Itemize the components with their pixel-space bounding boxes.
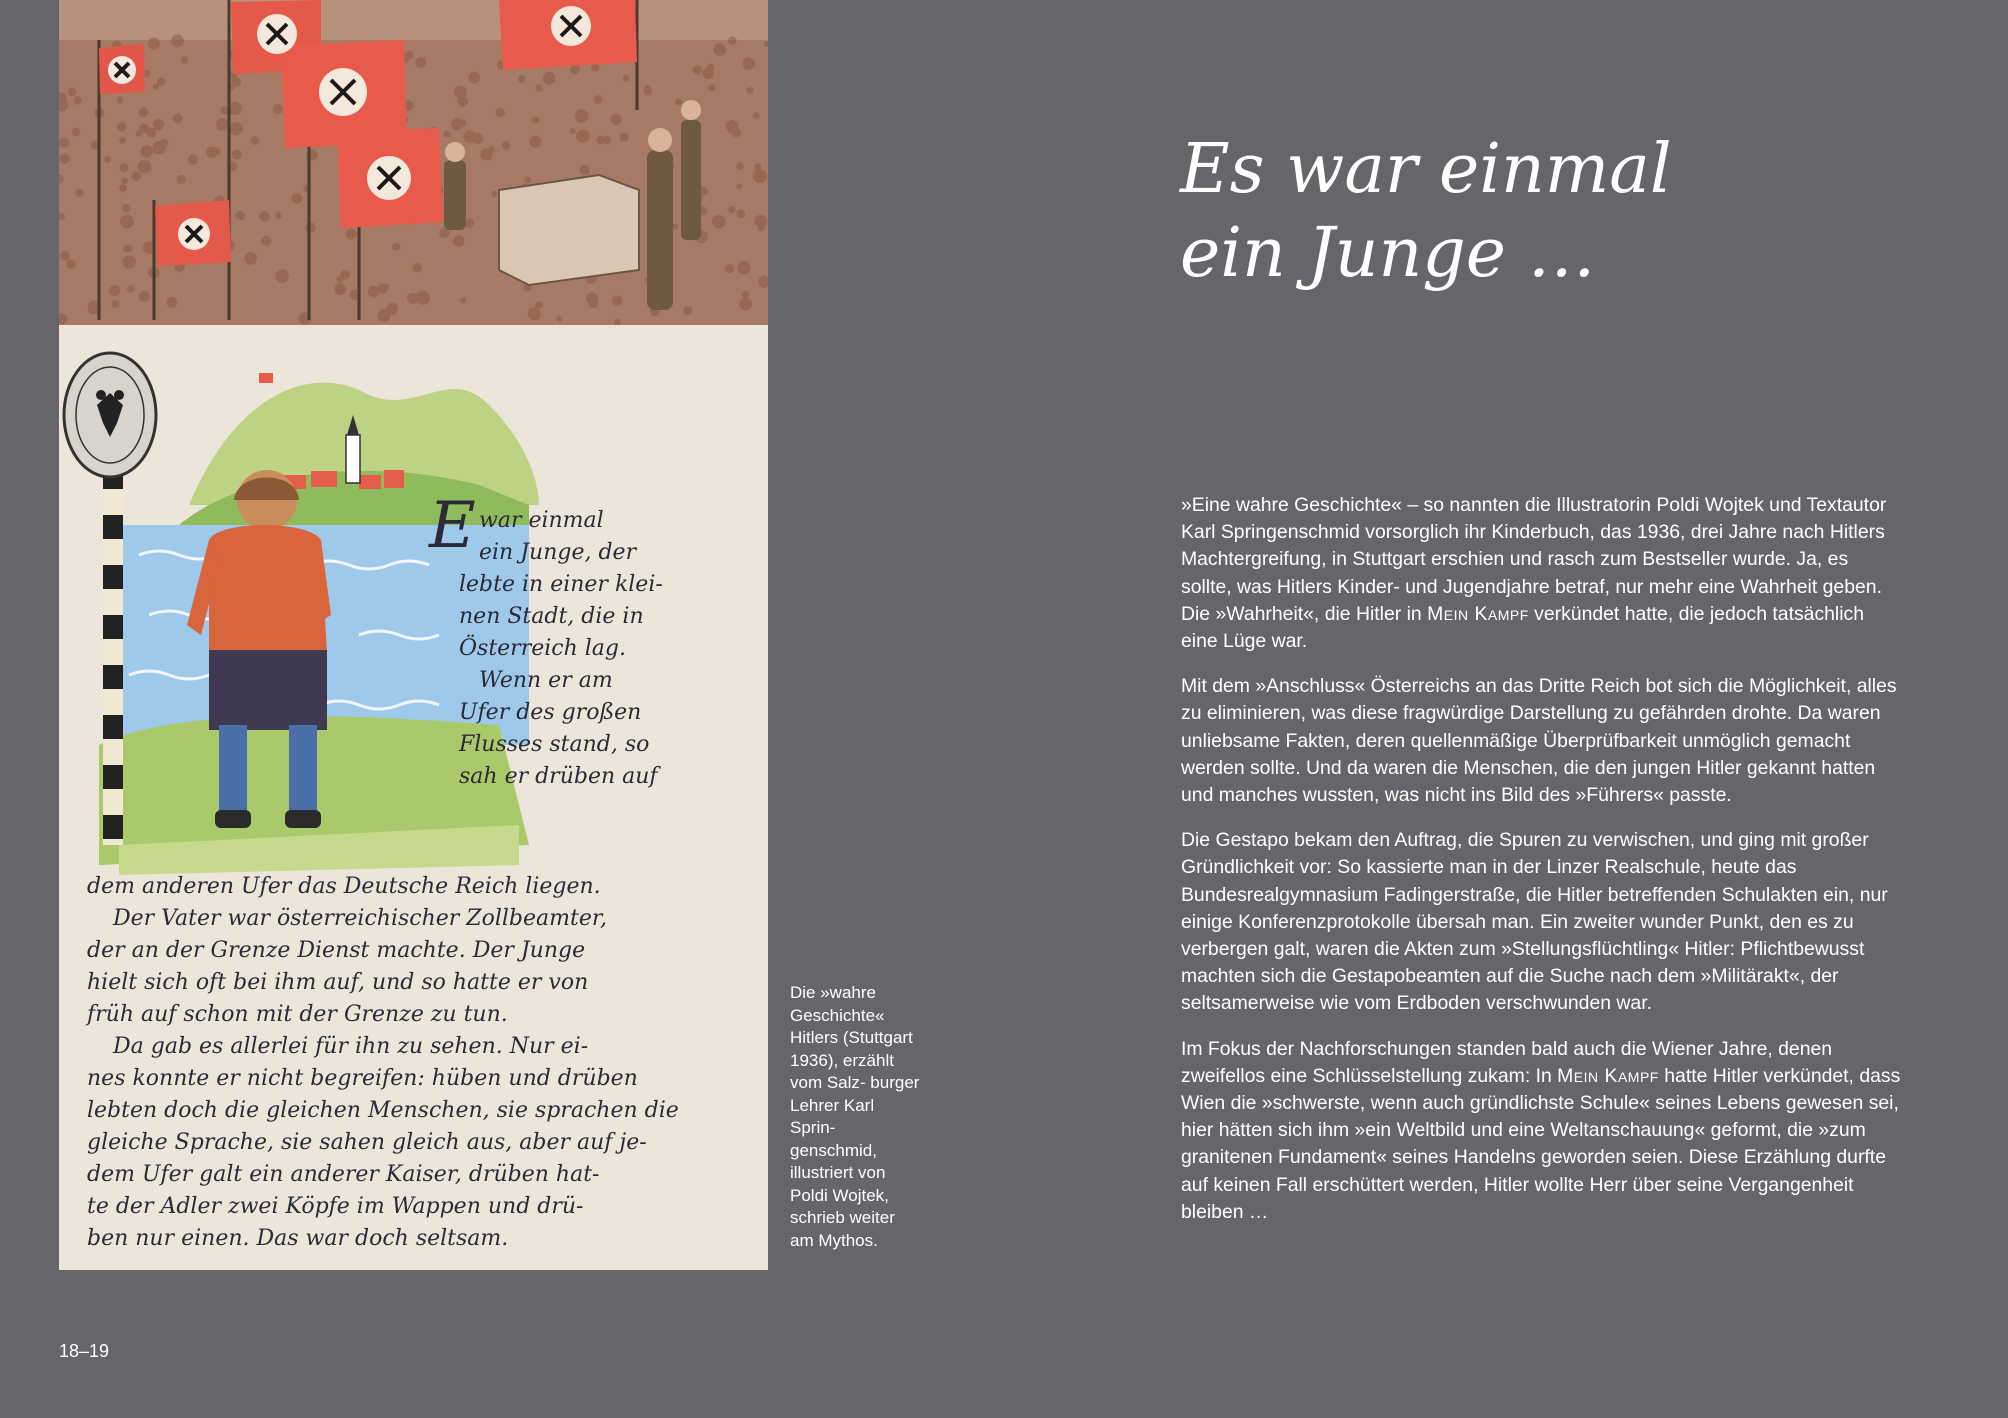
crowd-figure bbox=[737, 261, 750, 274]
crowd-figure bbox=[59, 137, 69, 148]
crowd-figure bbox=[532, 116, 539, 123]
crowd-figure bbox=[139, 291, 150, 302]
crowd-figure bbox=[75, 189, 83, 197]
crowd-figure bbox=[416, 291, 430, 305]
crowd-figure bbox=[119, 163, 128, 172]
crowd-figure bbox=[502, 141, 510, 149]
crowd-figure bbox=[232, 150, 242, 160]
crowd-figure bbox=[340, 270, 349, 279]
hw-line: gleiche Sprache, sie sahen gleich aus, aber auf je- bbox=[87, 1130, 647, 1155]
crowd-figure bbox=[60, 251, 70, 261]
crowd-figure bbox=[594, 95, 603, 104]
crowd-figure bbox=[292, 193, 303, 204]
propaganda-rally-illustration bbox=[59, 0, 768, 325]
hw-line: ben nur einen. Das war doch seltsam. bbox=[87, 1226, 509, 1251]
crowd-figure bbox=[496, 108, 506, 118]
crowd-figure bbox=[275, 269, 289, 283]
hw-line: früh auf schon mit der Grenze zu tun. bbox=[87, 1002, 508, 1027]
crowd-figure bbox=[728, 36, 737, 45]
paragraph-text: »Eine wahre Geschichte« – so nannten die Illustratorin Poldi Wojtek und Textautor Karl Springenschmid vorsorglich ihr Kinderbuch, das 1936, drei Jahre nach Hitlers Machtergreifung, in Stuttgart erschien und rasch zum Bestseller wurde. Ja, es sollte, was Hitlers Kinder- und Jugendjahre betraf, nur mehr eine Wahrheit geben. Die »Wahrheit«, die Hitler in bbox=[1181, 494, 1887, 625]
crowd-figure bbox=[109, 285, 120, 296]
crowd-figure bbox=[72, 128, 81, 137]
crowd-figure bbox=[334, 283, 346, 295]
crowd-figure bbox=[104, 156, 111, 163]
crowd-figure bbox=[214, 148, 220, 154]
crowd-figure bbox=[736, 162, 743, 169]
hw-line: dem Ufer galt ein anderer Kaiser, drüben hat- bbox=[87, 1162, 600, 1187]
hw-line: dem anderen Ufer das Deutsche Reich liegen. bbox=[87, 874, 601, 899]
crowd-figure bbox=[454, 86, 467, 99]
crowd-figure bbox=[736, 184, 742, 190]
children-book-illustration bbox=[59, 325, 768, 1270]
crowd-figure bbox=[713, 43, 726, 56]
crowd-figure bbox=[171, 34, 184, 47]
hw-line: sah er drüben auf bbox=[459, 764, 658, 789]
crowd-figure bbox=[122, 178, 128, 184]
crowd-figure bbox=[556, 316, 562, 322]
crowd-figure bbox=[415, 57, 426, 68]
crowd-figure bbox=[737, 209, 746, 218]
hw-line: lebte in einer klei- bbox=[459, 572, 663, 597]
crowd-figure bbox=[443, 131, 450, 138]
crowd-figure bbox=[491, 191, 497, 197]
crowd-figure bbox=[728, 206, 735, 213]
crowd-figure bbox=[273, 104, 283, 114]
crowd-figure bbox=[570, 128, 576, 134]
hw-line: nes konnte er nicht begreifen: hüben und drüben bbox=[87, 1066, 638, 1091]
crowd-figure bbox=[127, 285, 135, 293]
crowd-figure bbox=[758, 224, 765, 231]
crowd-figure bbox=[611, 114, 622, 125]
hw-line: te der Adler zwei Köpfe im Wappen und drü- bbox=[87, 1194, 584, 1219]
crowd-figure bbox=[412, 263, 421, 272]
crowd-figure bbox=[580, 165, 590, 175]
crowd-figure bbox=[67, 263, 73, 269]
crowd-figure bbox=[702, 68, 714, 80]
crowd-figure bbox=[529, 136, 541, 148]
crowd-figure bbox=[468, 72, 480, 84]
crowd-figure bbox=[535, 301, 542, 308]
crowd-figure bbox=[382, 283, 389, 290]
crowd-figure bbox=[244, 252, 257, 265]
crowd-figure bbox=[177, 175, 186, 184]
crowd-figure bbox=[528, 307, 541, 320]
crowd-figure bbox=[570, 65, 580, 75]
crowd-figure bbox=[725, 264, 734, 273]
crowd-figure bbox=[524, 177, 531, 184]
crowd-figure bbox=[173, 114, 183, 124]
crowd-figure bbox=[596, 136, 604, 144]
crowd-figure bbox=[488, 146, 495, 153]
crowd-figure bbox=[623, 75, 630, 82]
crowd-figure bbox=[739, 298, 752, 311]
crowd-figure bbox=[117, 122, 126, 131]
chapter-title-line-2: ein Junge … bbox=[1180, 214, 1596, 293]
crowd-figure bbox=[188, 154, 198, 164]
crowd-figure bbox=[392, 243, 400, 251]
initial-letter: E bbox=[429, 489, 476, 563]
crowd-figure bbox=[460, 297, 466, 303]
image-caption: Die »wahre Geschichte« Hitlers (Stuttgart 1936), erzählt vom Salz- burger Lehrer Karl Sprin- genschmid, illustriert von Poldi Wojtek, schrieb weiter am Mythos. bbox=[790, 983, 920, 1250]
crowd-figure bbox=[368, 286, 380, 298]
crowd-figure bbox=[139, 124, 148, 133]
crowd-figure bbox=[575, 109, 589, 123]
crowd-figure bbox=[464, 131, 477, 144]
crowd-figure bbox=[259, 211, 269, 221]
crowd-figure bbox=[138, 160, 152, 174]
paragraph bbox=[1181, 492, 1901, 655]
crowd-figure bbox=[251, 136, 260, 145]
chapter-title bbox=[1180, 128, 1672, 296]
crowd-figure bbox=[346, 229, 357, 240]
crowd-figure bbox=[576, 130, 589, 143]
hw-line: Wenn er am bbox=[479, 668, 613, 693]
hw-line: Der Vater war österreichischer Zollbeamter, bbox=[113, 906, 607, 931]
crowd-figure bbox=[229, 122, 242, 135]
hw-line: war einmal bbox=[479, 508, 604, 533]
crowd-figure bbox=[119, 137, 126, 144]
crowd-figure bbox=[117, 97, 124, 104]
crowd-figure bbox=[683, 306, 692, 315]
crowd-figure bbox=[643, 86, 652, 95]
crowd-figure bbox=[708, 84, 715, 91]
crowd-figure bbox=[123, 255, 136, 268]
hw-line: lebten doch die gleichen Menschen, sie sprachen die bbox=[87, 1098, 679, 1123]
crowd-figure bbox=[726, 120, 739, 133]
crowd-figure bbox=[386, 303, 398, 315]
crowd-figure bbox=[166, 297, 177, 308]
page-numbers: 18–19 bbox=[59, 1341, 110, 1361]
crowd-figure bbox=[68, 88, 76, 96]
hw-line: Österreich lag. bbox=[459, 636, 626, 661]
book-title: Mein Kampf bbox=[1427, 602, 1529, 625]
crowd-figure bbox=[59, 154, 69, 164]
paragraph-text: Im Fokus der Nachforschungen standen bald auch die Wiener Jahre, denen zweifellos eine Schlüsselstellung zukam: In bbox=[1181, 1037, 1833, 1087]
crowd-figure bbox=[465, 218, 474, 227]
hw-line: der an der Grenze Dienst machte. Der Junge bbox=[87, 938, 586, 963]
body-text bbox=[1181, 492, 1901, 1244]
crowd-figure bbox=[543, 72, 556, 85]
crowd-figure bbox=[459, 120, 466, 127]
book-title: Mein Kampf bbox=[1557, 1064, 1659, 1087]
paragraph: Mit dem »Anschluss« Österreichs an das Dritte Reich bot sich die Möglichkeit, alles zu eliminieren, was diese fragwürdige Darstellung zu gefährden drohte. Da waren unliebsame Fakten, deren quellenmäßige Überprüfbarkeit unmöglich gemacht werden sollte. Und da waren die Menschen, die den jungen Hitler gekannt hatten und manches wussten, was nicht ins Bild des »Führers« passte. bbox=[1181, 675, 1897, 807]
crowd-figure bbox=[742, 291, 750, 299]
crowd-figure bbox=[237, 213, 244, 220]
crowd-figure bbox=[132, 172, 141, 181]
crowd-figure bbox=[753, 169, 767, 183]
crowd-figure bbox=[139, 107, 149, 117]
paragraph-text: hatte Hitler verkündet, dass Wien die »schwerste, wenn auch gründlichste Schule« seines Lebens gewesen sei, hier hätten sich ihm »ein Weltbild und eine Weltanschauung« geformt, die »zum granitenen Fundament« seines Handelns geworden seien. Diese Erzählung durfte auf keinen Fall erschüttert werden, Hitler wollte Herr über seine Vergangenheit bleiben … bbox=[1181, 1064, 1901, 1223]
crowd-figure bbox=[747, 87, 754, 94]
crowd-figure bbox=[612, 296, 622, 306]
crowd-figure bbox=[120, 215, 134, 229]
hw-line: Ufer des großen bbox=[459, 700, 642, 725]
crowd-figure bbox=[231, 78, 241, 88]
crowd-figure bbox=[148, 38, 160, 50]
hw-line: nen Stadt, die in bbox=[459, 604, 644, 629]
crowd-figure bbox=[112, 300, 120, 308]
crowd-figure bbox=[693, 65, 702, 74]
crowd-figure bbox=[275, 212, 282, 219]
crowd-figure bbox=[742, 57, 755, 70]
crowd-figure bbox=[122, 204, 131, 213]
crowd-figure bbox=[712, 215, 726, 229]
chapter-title-line-1: Es war einmal bbox=[1180, 130, 1672, 209]
crowd-figure bbox=[586, 292, 598, 304]
crowd-figure bbox=[124, 244, 132, 252]
crowd-figure bbox=[453, 235, 465, 247]
crowd-figure bbox=[620, 133, 629, 142]
crowd-figure bbox=[753, 112, 759, 118]
paragraph-text: verkündet hatte, die jedoch tatsächlich eine Lüge war. bbox=[1181, 602, 1865, 653]
crowd-figure bbox=[217, 121, 226, 130]
crowd-figure bbox=[157, 78, 166, 87]
crowd-figure bbox=[74, 97, 82, 105]
crowd-figure bbox=[119, 184, 127, 192]
paragraph bbox=[1181, 1036, 1901, 1226]
crowd-figure bbox=[181, 57, 188, 64]
crowd-figure bbox=[535, 84, 543, 92]
crowd-figure bbox=[141, 145, 154, 158]
paragraph: Die Gestapo bekam den Auftrag, die Spuren zu verwischen, und ging mit großer Gründlichkeit vor: So kassierte man in der Linzer Realschule, heute das Bundesrealgymnasium Fadingerstraße, die Hitler betreffenden Schulakten ein, nur einige Konferenzprotokolle übersah man. Ein zweiter wunder Punkt, den es zu verbergen galt, waren die Akten zum »Stellungsflüchtling« Hitler: Pflichtbewusst machten sich die Gestapobeamten auf die Suche nach dem »Militärakt«, der seltsamerweise wie vom Erdboden verschwunden war. bbox=[1181, 829, 1888, 1015]
hw-line: hielt sich oft bei ihm auf, und so hatte er von bbox=[87, 970, 589, 995]
crowd-figure bbox=[261, 236, 271, 246]
hw-line: Flusses stand, so bbox=[459, 732, 650, 757]
crowd-figure bbox=[153, 119, 164, 130]
crowd-figure bbox=[518, 75, 526, 83]
hw-line: Da gab es allerlei für ihn zu sehen. Nur ei- bbox=[113, 1034, 589, 1059]
crowd-figure bbox=[160, 139, 168, 147]
hw-line: ein Junge, der bbox=[479, 540, 637, 565]
crowd-figure bbox=[675, 98, 682, 105]
